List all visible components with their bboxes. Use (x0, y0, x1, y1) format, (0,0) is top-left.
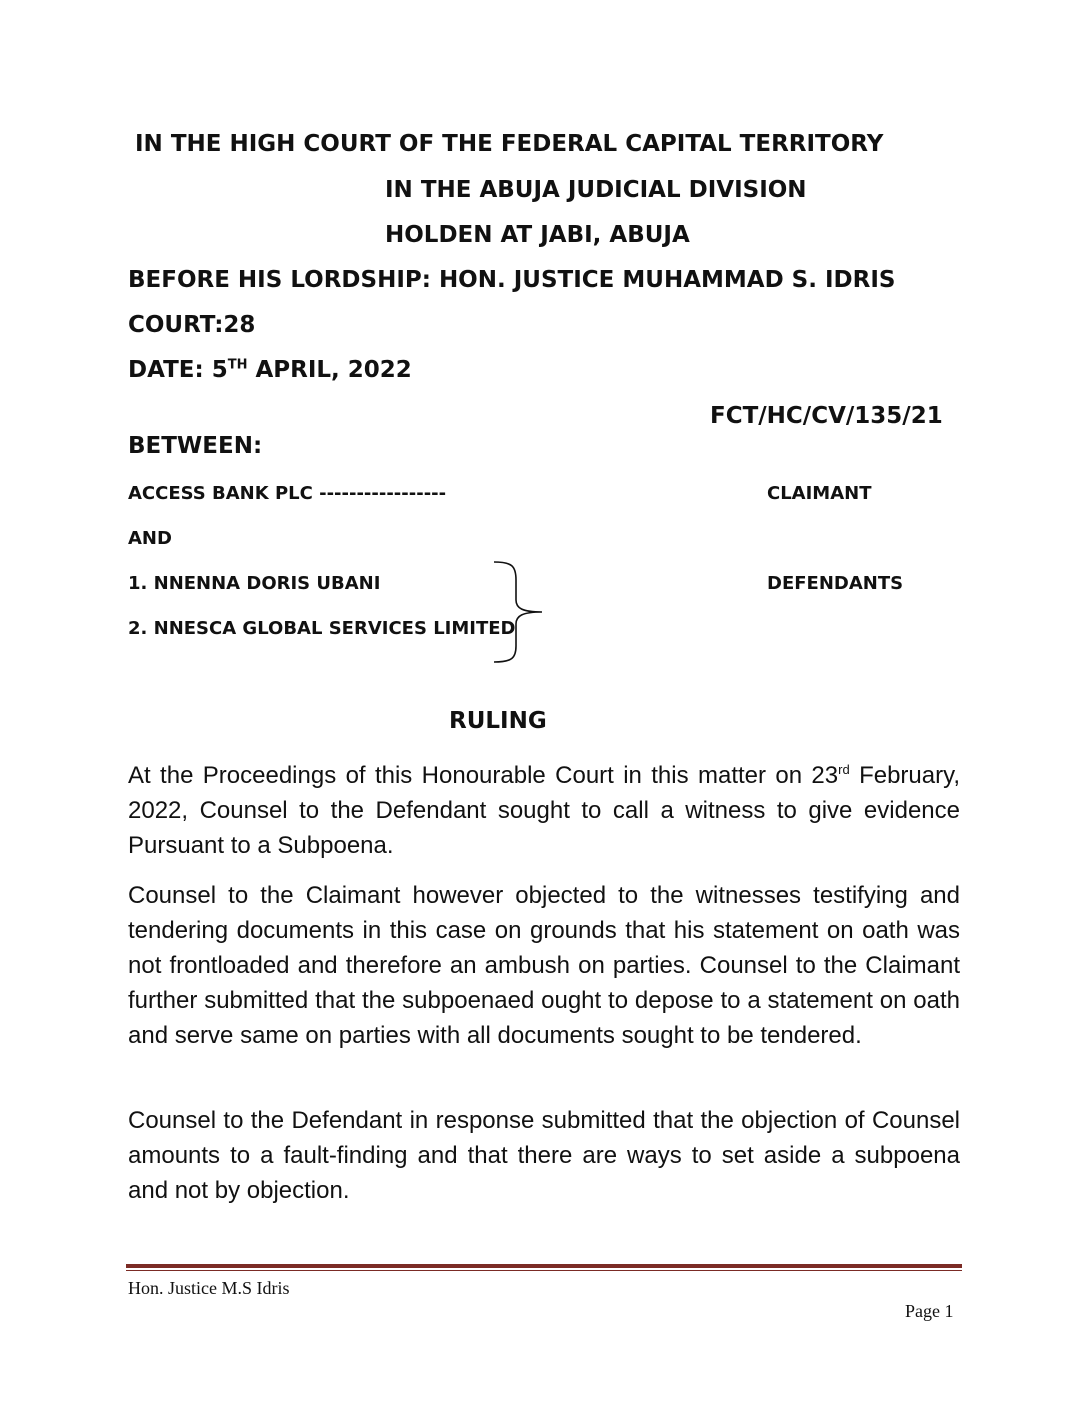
date-suffix: APRIL, 2022 (247, 357, 412, 383)
ruling-title: RULING (449, 708, 547, 734)
judge-line: BEFORE HIS LORDSHIP: HON. JUSTICE MUHAMMAD S. IDRIS (128, 267, 896, 293)
division-heading: IN THE ABUJA JUDICIAL DIVISION (385, 177, 807, 203)
paragraph-1-superscript: rd (838, 762, 850, 777)
suit-number: FCT/HC/CV/135/21 (710, 403, 943, 429)
claimant-role: CLAIMANT (767, 483, 872, 504)
paragraph-3: Counsel to the Defendant in response submitted that the objection of Counsel amounts to a fault-finding and that there are ways to set aside a subpoena and not by objection. (128, 1107, 960, 1204)
footer-rule-thin (126, 1270, 962, 1271)
claimant-name: ACCESS BANK PLC ----------------- (128, 483, 447, 504)
paragraph-1 (128, 758, 960, 863)
between-label: BETWEEN: (128, 433, 263, 459)
right-brace-icon (490, 558, 550, 666)
date-line (128, 357, 412, 383)
date-superscript: TH (227, 357, 248, 373)
court-number: COURT:28 (128, 312, 256, 338)
footer-rule-thick (126, 1264, 962, 1268)
defendant-1: 1. NNENNA DORIS UBANI (128, 573, 381, 594)
page-number: Page 1 (905, 1301, 954, 1321)
paragraph-2: Counsel to the Claimant however objected to the witnesses testifying and tendering documents in this case on grounds that his statement on oath was not frontloaded and therefore an ambush on parties. Counsel to the Claimant further submitted that the subpoenaed ought to depose to a statement on oath and serve same on parties with all documents sought to be tendered. (128, 882, 960, 1049)
and-label: AND (128, 528, 172, 549)
paragraph-1-part-b: February, 2022, Counsel to the Defendant sought to call a witness to give evidence Pursuant to a Subpoena. (128, 762, 960, 859)
holden-heading: HOLDEN AT JABI, ABUJA (385, 222, 690, 248)
court-heading: IN THE HIGH COURT OF THE FEDERAL CAPITAL TERRITORY (135, 131, 884, 157)
date-prefix: DATE: 5 (128, 357, 228, 383)
defendants-role: DEFENDANTS (767, 573, 904, 594)
footer-author: Hon. Justice M.S Idris (128, 1278, 290, 1298)
paragraph-1-part-a: At the Proceedings of this Honourable Court in this matter on 23 (128, 762, 839, 789)
defendant-2: 2. NNESCA GLOBAL SERVICES LIMITED (128, 618, 516, 639)
